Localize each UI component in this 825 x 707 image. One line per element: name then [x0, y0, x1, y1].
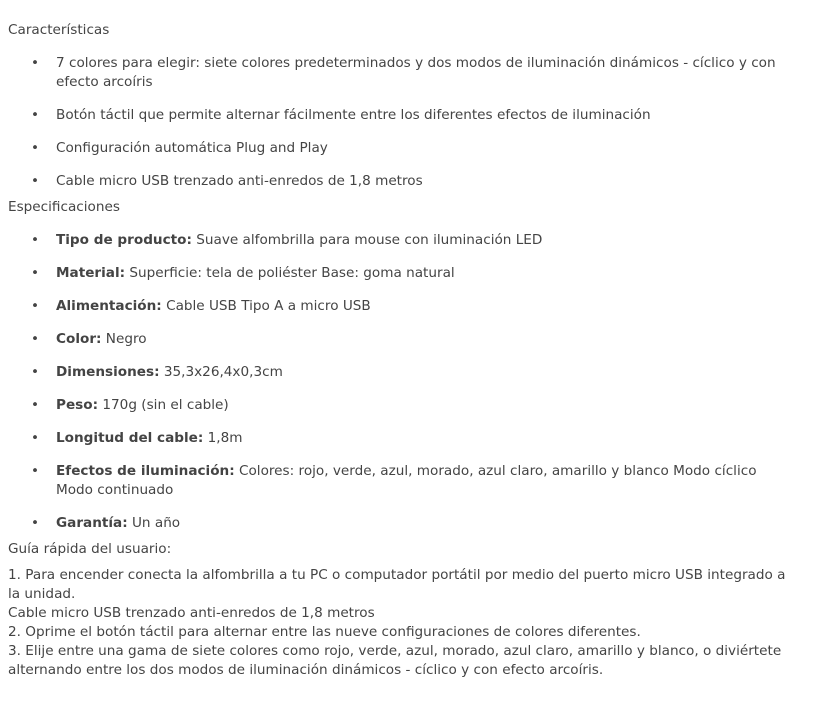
- spec-item: • Color: Negro: [31, 331, 147, 347]
- feature-item: • Botón táctil que permite alternar fácilmente entre los diferentes efectos de iluminación: [31, 107, 651, 123]
- specs-heading: Especificaciones: [8, 199, 120, 215]
- features-heading: Características: [8, 22, 110, 38]
- spec-item: • Tipo de producto: Suave alfombrilla para mouse con iluminación LED: [31, 232, 543, 248]
- guide-step: Cable micro USB trenzado anti-enredos de 1,8 metros: [8, 605, 375, 621]
- guide-text: [8, 566, 788, 680]
- guide-step: 2. Oprime el botón táctil para alternar entre las nueve configuraciones de colores diferentes.: [8, 624, 641, 640]
- spec-item: • Peso: 170g (sin el cable): [31, 397, 229, 413]
- spec-item: • Longitud del cable: 1,8m: [31, 430, 243, 446]
- feature-item: • 7 colores para elegir: siete colores predeterminados y dos modos de iluminación dinámicos - cíclico y con efecto arcoíris: [31, 55, 776, 90]
- feature-item: • Configuración automática Plug and Play: [31, 140, 328, 156]
- spec-item: • Dimensiones: 35,3x26,4x0,3cm: [31, 364, 283, 380]
- spec-item: • Material: Superficie: tela de poliéster Base: goma natural: [31, 265, 455, 281]
- guide-step: 1. Para encender conecta la alfombrilla a tu PC o computador portátil por medio del puerto micro USB integrado a la unidad.: [8, 567, 786, 602]
- feature-item: • Cable micro USB trenzado anti-enredos de 1,8 metros: [31, 173, 423, 189]
- spec-item: • Alimentación: Cable USB Tipo A a micro USB: [31, 298, 371, 314]
- guide-step: 3. Elije entre una gama de siete colores como rojo, verde, azul, morado, azul claro, amarillo y blanco, o diviértete alternando entre los dos modos de iluminación dinámicos - cíclico y con efecto arcoíris.: [8, 643, 782, 678]
- spec-item: • Efectos de iluminación: Colores: rojo, verde, azul, morado, azul claro, amarillo y blanco Modo cíclico Modo continuado: [31, 463, 757, 498]
- guide-heading: Guía rápida del usuario:: [8, 541, 172, 557]
- spec-item: • Garantía: Un año: [31, 515, 181, 531]
